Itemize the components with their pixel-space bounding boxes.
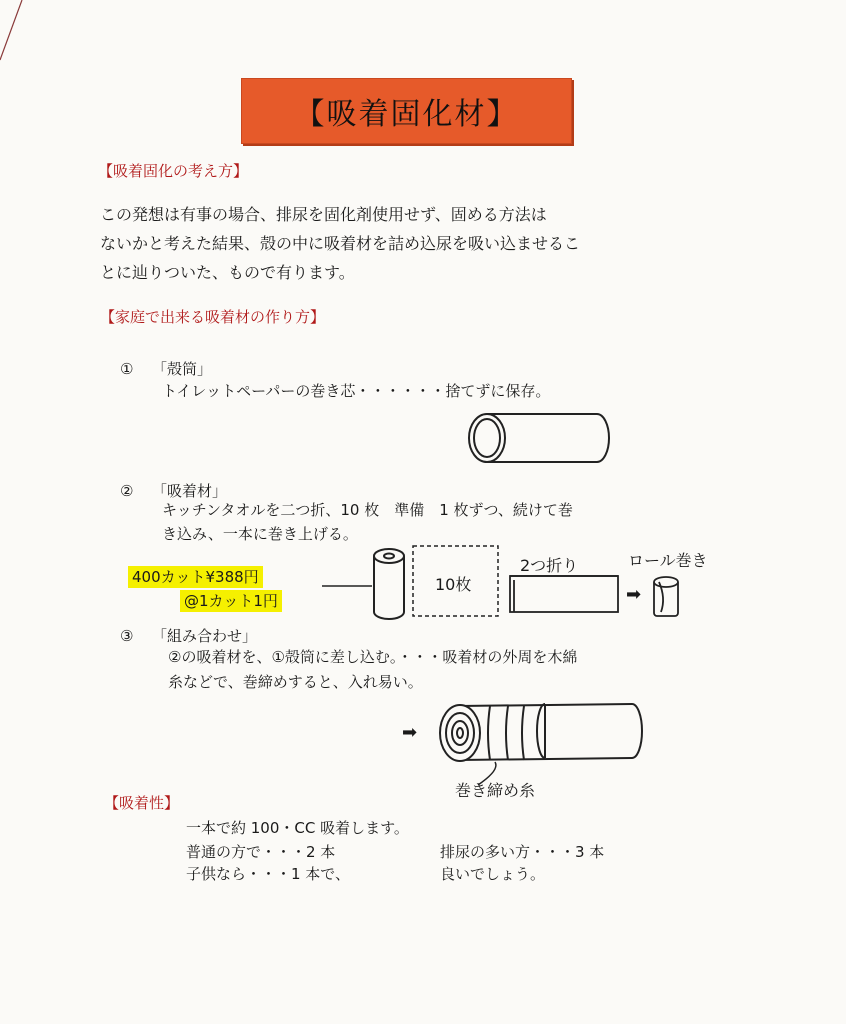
price-highlight-1: 400カット¥388円 — [128, 566, 263, 588]
folded-sheet-illustration — [510, 576, 618, 612]
heading-absorbency: 【吸着性】 — [104, 794, 180, 812]
step1-text: トイレットペーパーの巻き芯・・・・・・捨てずに保存。 — [162, 382, 551, 400]
heading-howto: 【家庭で出来る吸着材の作り方】 — [100, 308, 326, 326]
combined-tube-illustration — [440, 704, 642, 761]
step3-number: ③ — [120, 627, 134, 645]
concept-line-1: この発想は有事の場合、排尿を固化剤使用せず、固める方法は — [100, 205, 547, 224]
step1-label: 「殻筒」 — [152, 360, 213, 378]
concept-line-3: とに辿りついた、もので有ります。 — [100, 263, 355, 282]
step2-number: ② — [120, 482, 134, 500]
paper-roll-illustration — [374, 549, 404, 619]
absorb-heavy: 排尿の多い方・・・3 本 — [440, 843, 605, 861]
step1-number: ① — [120, 360, 134, 378]
absorb-good: 良いでしょう。 — [440, 865, 546, 883]
step3-text-2: 糸などで、巻締めすると、入れ易い。 — [168, 673, 423, 691]
step2-text-2: き込み、一本に巻き上げる。 — [162, 525, 358, 543]
step3-label: 「組み合わせ」 — [152, 627, 258, 645]
thread-label: 巻き締め糸 — [455, 781, 536, 800]
absorb-normal: 普通の方で・・・2 本 — [186, 843, 336, 861]
price-highlight-2: @1カット1円 — [180, 590, 282, 612]
small-roll-illustration — [654, 577, 678, 616]
sheets-count-label: 10枚 — [435, 575, 472, 594]
arrow-right-icon: ➡ — [626, 584, 642, 605]
concept-line-2: ないかと考えた結果、殻の中に吸着材を詰め込尿を吸い込ませるこ — [100, 234, 581, 253]
corner-mark — [0, 0, 22, 60]
step2-label: 「吸着材」 — [152, 482, 228, 500]
step2-text-1: キッチンタオルを二つ折、10 枚 準備 1 枚ずつ、続けて巻 — [162, 501, 573, 519]
step3-text-1: ②の吸着材を、①殻筒に差し込む。・・・吸着材の外周を木綿 — [168, 648, 578, 666]
absorb-line-1: 一本で約 100・CC 吸着します。 — [186, 819, 409, 837]
roll-label: ロール巻き — [628, 551, 708, 570]
cardboard-tube-illustration — [469, 414, 609, 462]
page-title: 【吸着固化材】 — [241, 78, 572, 144]
heading-concept: 【吸着固化の考え方】 — [98, 162, 249, 180]
absorb-child: 子供なら・・・1 本で、 — [186, 865, 351, 883]
fold-label: 2つ折り — [520, 556, 579, 575]
arrow-right-icon: ➡ — [402, 722, 418, 743]
